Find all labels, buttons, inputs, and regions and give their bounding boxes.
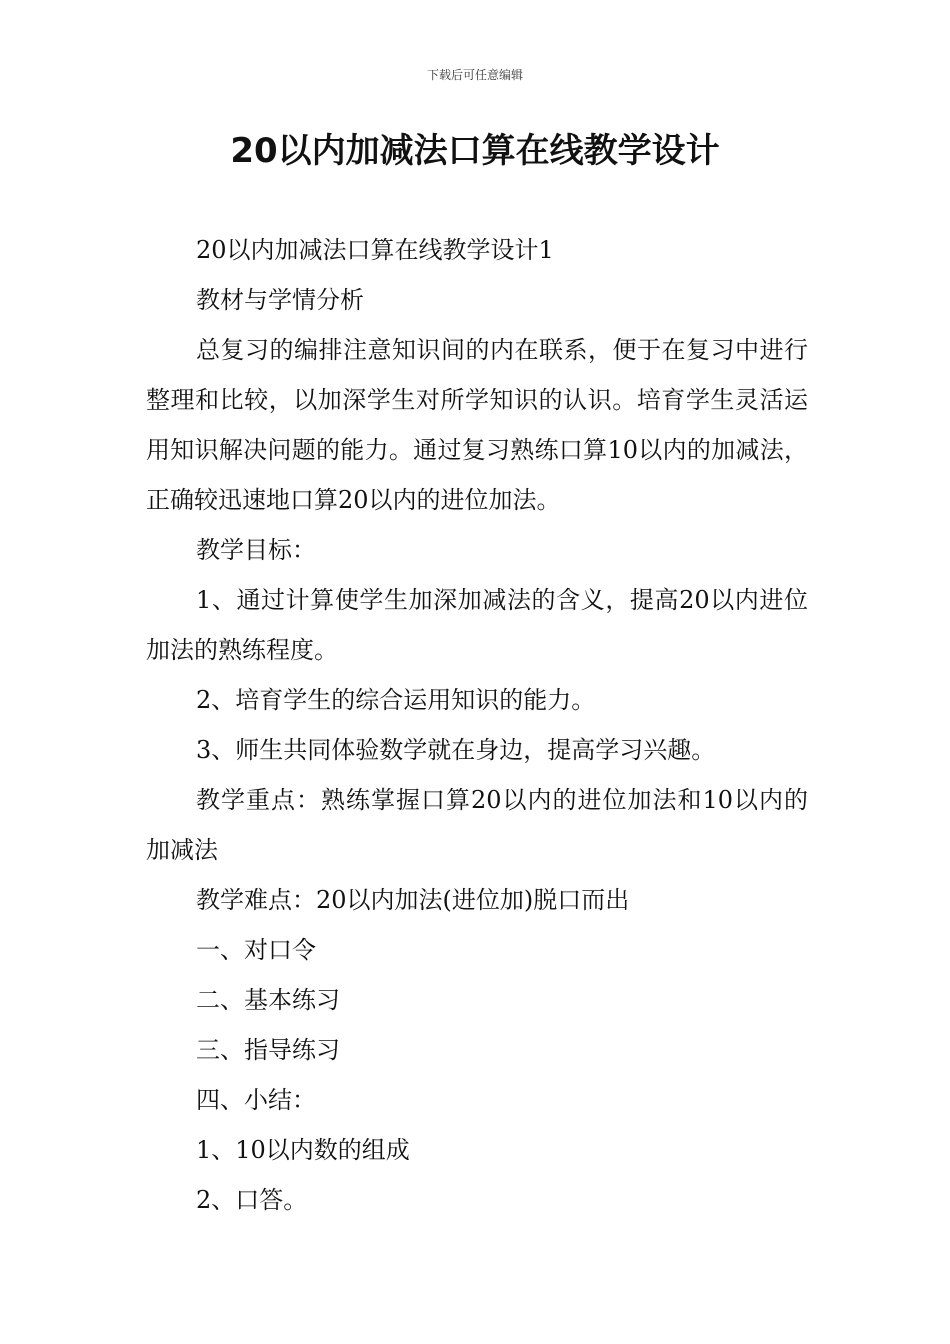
paragraph-difficulties: 教学难点：20以内加法(进位加)脱口而出 — [196, 886, 630, 914]
paragraph-goals-heading: 教学目标： — [196, 536, 316, 564]
paragraph-step-4: 四、小结： — [196, 1086, 316, 1114]
paragraph-goal-2: 2、培育学生的综合运用知识的能力。 — [196, 686, 596, 714]
paragraph-step-1: 一、对口令 — [196, 936, 316, 964]
paragraph-key-points: 教学重点：熟练掌握口算20以内的进位加法和10以内的加减法 — [146, 786, 808, 864]
paragraph-step-3: 三、指导练习 — [196, 1036, 340, 1064]
document-body — [146, 225, 808, 1225]
paragraph-section-heading: 教材与学情分析 — [196, 286, 364, 314]
header-note: 下载后可任意编辑 — [426, 68, 523, 82]
paragraph-goal-1: 1、通过计算使学生加深加减法的含义，提高20以内进位加法的熟练程度。 — [146, 586, 808, 664]
paragraph-step-2: 二、基本练习 — [196, 986, 340, 1014]
paragraph-subtitle: 20以内加减法口算在线教学设计1 — [196, 236, 554, 264]
paragraph-summary-1: 1、10以内数的组成 — [196, 1136, 410, 1164]
document-title: 20以内加减法口算在线教学设计 — [230, 131, 720, 171]
paragraph-summary-2: 2、口答。 — [196, 1186, 308, 1214]
paragraph-goal-3: 3、师生共同体验数学就在身边，提高学习兴趣。 — [196, 736, 716, 764]
paragraph-analysis: 总复习的编排注意知识间的内在联系，便于在复习中进行整理和比较，以加深学生对所学知识的认识。培育学生灵活运用知识解决问题的能力。通过复习熟练口算10以内的加减法，正确较迅速地口算20以内的进位加法。 — [146, 336, 808, 514]
